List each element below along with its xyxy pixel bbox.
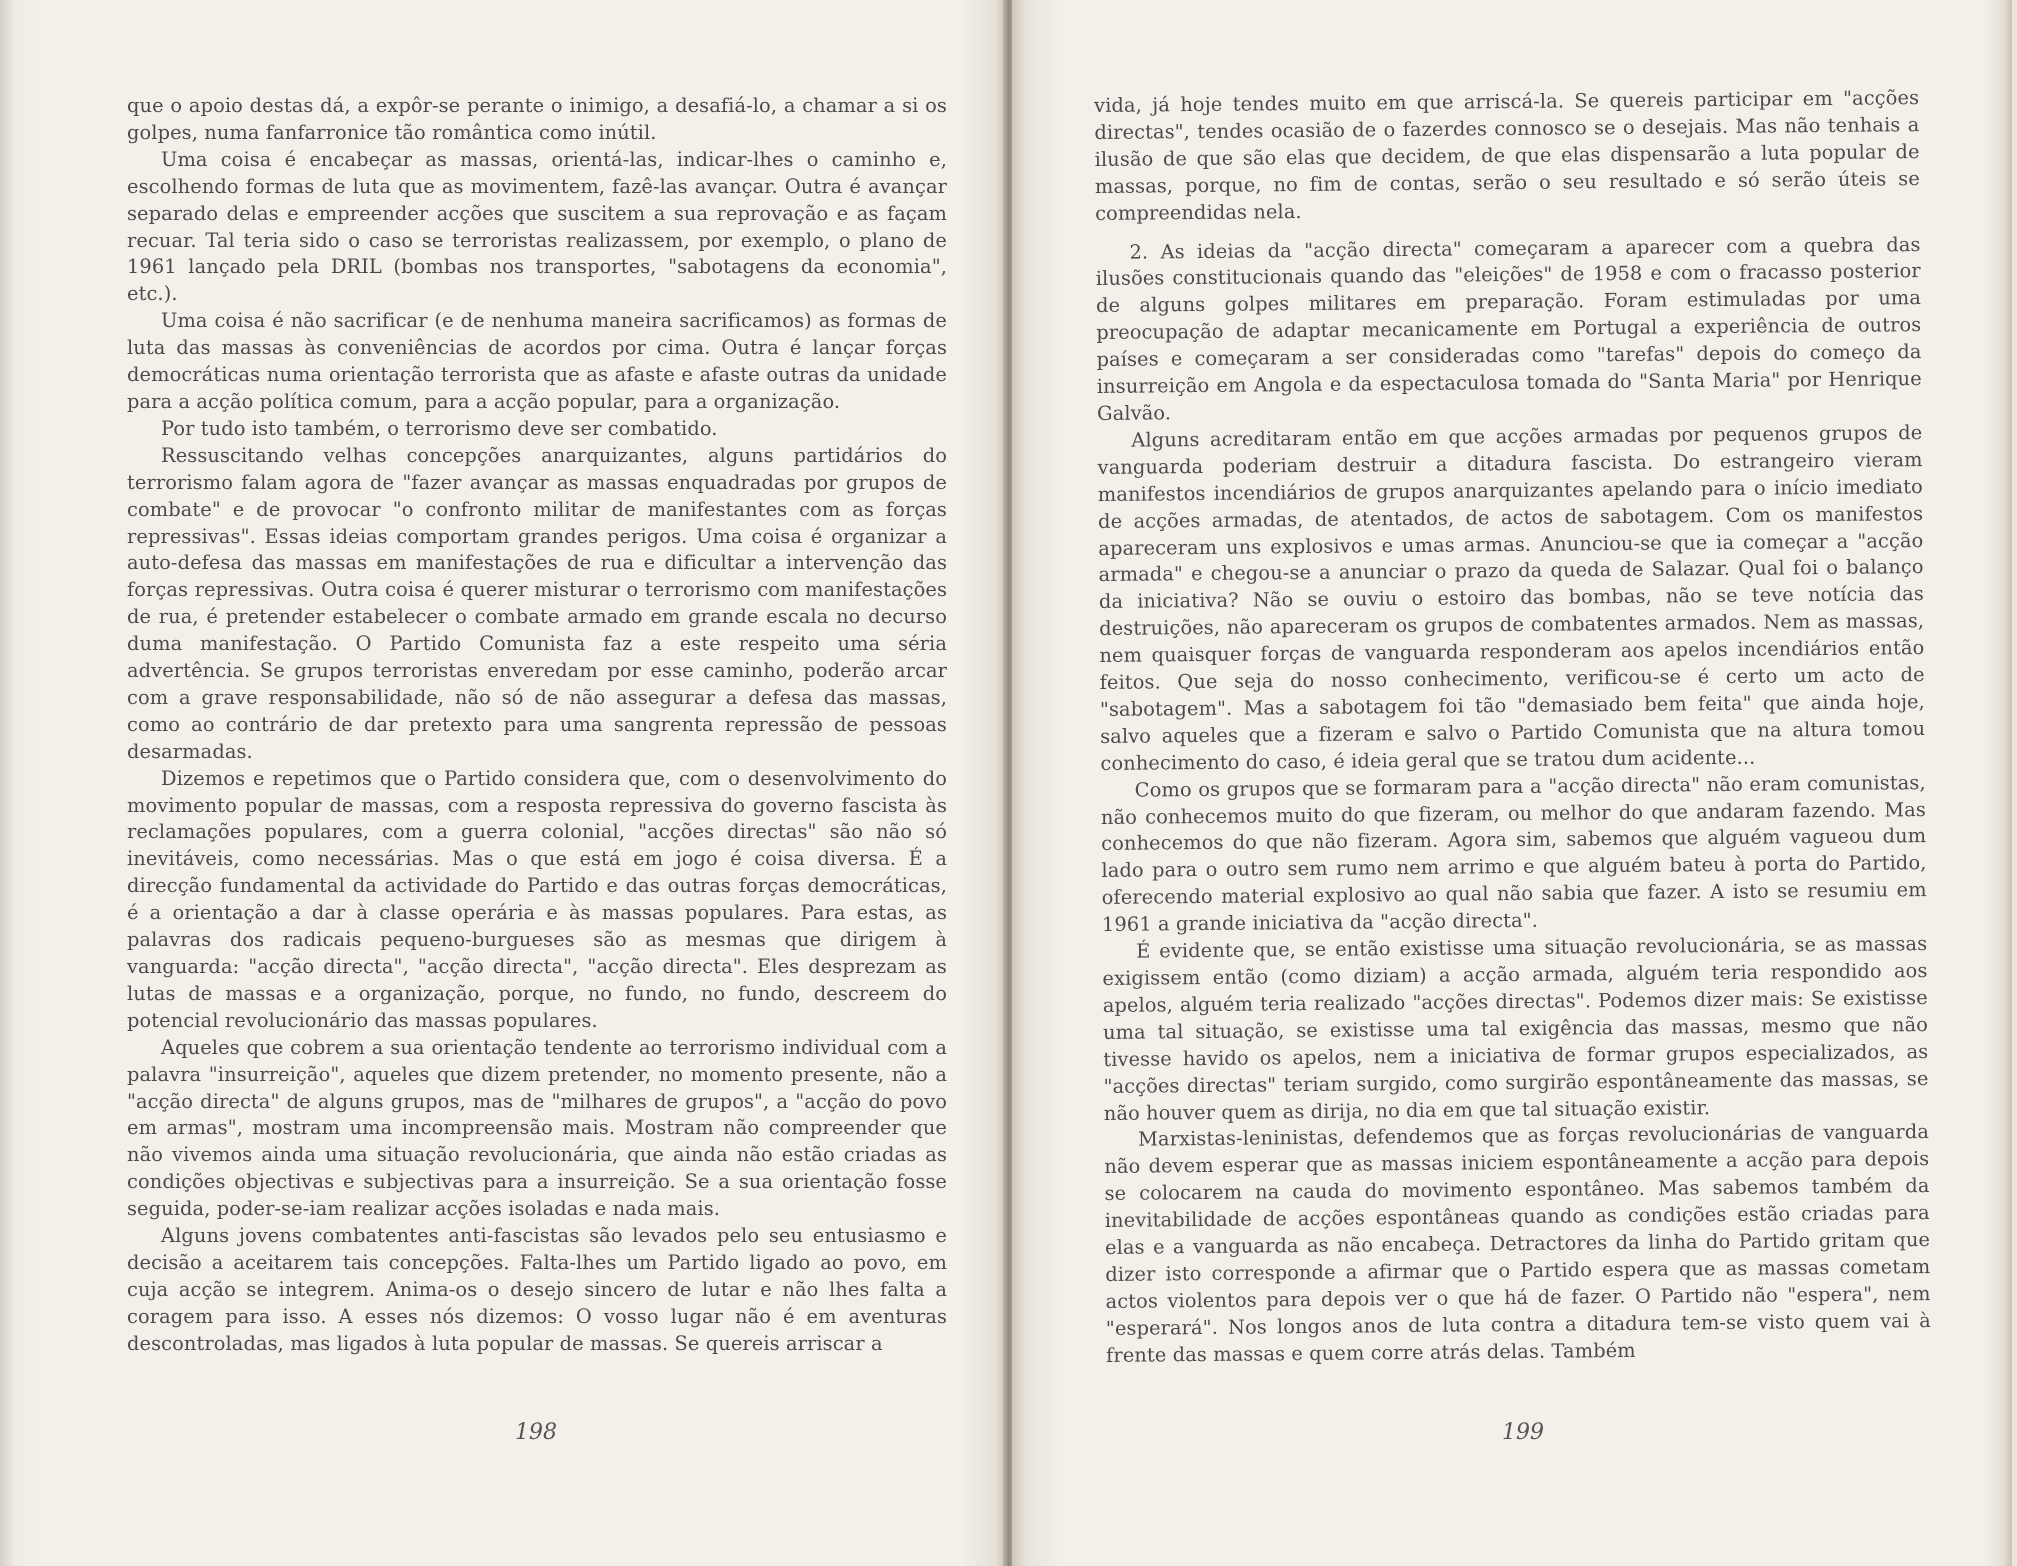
page-number: 199 xyxy=(1502,1420,1544,1445)
right-page xyxy=(1012,0,2012,1566)
paragraph: Alguns acreditaram então em que acções armadas por pequenos grupos de vanguarda poderiam destruir a ditadura fascista. Do estrangeiro vieram manifestos incendiários de grupos anarquizantes apelando para o início imediato de acções armadas, de atentados, de actos de sabotagem. Com os manifestos apareceram uns explosivos e umas armas. Anunciou-se que ia começar a "acção armada" e chegou-se a anunciar o prazo da queda de Salazar. Qual foi o balanço da iniciativa? Não se ouviu o estoiro das bombas, não se teve notícia das destruições, não apareceram os grupos de combatentes armados. Nem as massas, nem quaisquer forças de vanguarda responderam aos apelos incendiários então feitos. Que seja do nosso conhecimento, verificou-se é certo um acto de "sabotagem". Mas a sabotagem foi tão "demasiado bem feita" que ainda hoje, salvo aqueles que a fizeram e salvo o Partido Comunista que na altura tomou conhecimento do caso, é ideia geral que se tratou dum acidente... xyxy=(1097,420,1926,775)
paragraph: Dizemos e repetimos que o Partido considera que, com o desenvolvimento do movimento popular de massas, com a resposta repressiva do governo fascista às reclamações populares, com a guerra colonial, "acções directas" são não só inevitáveis, como necessárias. Mas o que está em jogo é coisa diversa. É a direcção fundamental da actividade do Partido e das outras forças democráticas, é a orientação a dar à classe operária e às massas populares. Para estas, as palavras dos radicais pequeno-burgueses são as mesmas que dirigem à vanguarda: "acção directa", "acção directa", "acção directa". Eles desprezam as lutas de massas e a organização, porque, no fundo, no fundo, descreem do potencial revolucionário das massas populares. xyxy=(127,766,947,1032)
paragraph: 2. As ideias da "acção directa" começaram a aparecer com a quebra das ilusões constitucionais quando das "eleições" de 1958 e com o fracasso posterior de alguns golpes militares em preparação. Foram estimuladas por uma preocupação de adaptar mecanicamente em Portugal a experiência de outros países e começaram a ser consideradas como "tarefas" depois do começo da insurreição em Angola e da espectaculosa tomada do "Santa Maria" por Henrique Galvão. xyxy=(1095,232,1922,425)
paragraph: vida, já hoje tendes muito em que arriscá-la. Se quereis participar em "acções directas", tendes ocasião de o fazerdes connosco se o desejais. Mas não tenhais a ilusão de que são elas que decidem, de que elas dispensarão a luta popular de massas, porque, no fim de contas, serão o seu resultado e só serão úteis se compreendidas nela. xyxy=(1094,86,1920,225)
paragraph: Por tudo isto também, o terrorismo deve ser combatido. xyxy=(161,416,718,440)
paragraph: Marxistas-leninistas, defendemos que as forças revolucionárias de vanguarda não devem esperar que as massas iniciem espontâneamente a acção para depois se colocarem na cauda do movimento espontâneo. Mas sabemos também da inevitabilidade de acções espontâneas quando as condições estão criadas para elas e a vanguarda as não encabeça. Detractores da linha do Partido gritam que dizer isto corresponde a afirmar que o Partido espera que as massas cometam actos violentos para depois ver o que há de fazer. O Partido não "espera", nem "esperará". Nos longos anos de luta contra a ditadura tem-se visto quem vai à frente das massas e quem corre atrás delas. Também xyxy=(1104,1120,1931,1367)
paragraph: Alguns jovens combatentes anti-fascistas são levados pelo seu entusiasmo e decisão a aceitarem tais concepções. Falta-lhes um Partido ligado ao povo, em cuja acção se integrem. Anima-os o desejo sincero de lutar e não lhes falta a coragem para isso. A esses nós dizemos: O vosso lugar não é em aventuras descontroladas, mas ligados à luta popular de massas. Se quereis arriscar a xyxy=(127,1224,947,1355)
left-page xyxy=(0,0,1005,1566)
paragraph: Uma coisa é encabeçar as massas, orientá-las, indicar-lhes o caminho e, escolhendo formas de luta que as movimentem, fazê-las avançar. Outra é avançar separado delas e empreender acções que suscitem a sua reprovação e as façam recuar. Tal teria sido o caso se terroristas realizassem, por exemplo, o plano de 1961 lançado pela DRIL (bombas nos transportes, "sabotagens da economia", etc.). xyxy=(127,147,947,306)
paragraph: Ressuscitando velhas concepções anarquizantes, alguns partidários do terrorismo falam agora de "fazer avançar as massas enquadradas por grupos de combate" e de provocar "o confronto militar de manifestantes com as forças repressivas". Essas ideias comportam grandes perigos. Uma coisa é organizar a auto-defesa das massas em manifestações de rua e dificultar a intervenção das forças repressivas. Outra coisa é querer misturar o terrorismo com manifestações de rua, é pretender estabelecer o combate armado em grande escala no decurso duma manifestação. O Partido Comunista faz a este respeito uma séria advertência. Se grupos terroristas enveredam por esse caminho, poderão arcar com a grave responsabilidade, não só de não assegurar a defesa das massas, como ao contrário de dar pretexto para uma sangrenta repressão de pessoas desarmadas. xyxy=(127,443,947,763)
paragraph: Uma coisa é não sacrificar (e de nenhuma maneira sacrificamos) as formas de luta das massas às conveniências de acordos por cima. Outra é lançar forças democráticas numa orientação terrorista que as afaste e afaste outras da unidade para a acção política comum, para a acção popular, para a organização. xyxy=(127,309,947,413)
paragraph: É evidente que, se então existisse uma situação revolucionária, se as massas exigissem então (como diziam) a acção armada, alguém teria respondido aos apelos, alguém teria realizado "acções directas". Podemos dizer mais: Se existisse uma tal situação, se existisse uma tal exigência das massas, mesmo que não tivesse havido os apelos, nem a iniciativa de formar grupos especializados, as "acções directas" teriam surgido, como surgirão espontâneamente das massas, se não houver quem as dirija, no dia em que tal situação existir. xyxy=(1102,932,1929,1125)
paragraph: que o apoio destas dá, a expôr-se perante o inimigo, a desafiá-lo, a chamar a si os golpes, numa fanfarronice tão romântica como inútil. xyxy=(127,94,947,144)
left-page-body xyxy=(127,93,947,1358)
right-page-body xyxy=(1094,85,1931,1369)
paragraph: Como os grupos que se formaram para a "acção directa" não eram comunistas, não conhecemos muito do que fizeram, ou melhor do que andaram fazendo. Mas conhecemos do que não fizeram. Agora sim, sabemos que alguém vagueou dum lado para o outro sem rumo nem arrimo e que alguém bateu à porta do Partido, oferecendo material explosivo ao qual não sabia que fazer. A isto se resumiu em 1961 a grande iniciativa da "acção directa". xyxy=(1100,770,1927,937)
page-number: 198 xyxy=(515,1420,557,1445)
paragraph: Aqueles que cobrem a sua orientação tendente ao terrorismo individual com a palavra "insurreição", aqueles que dizem pretender, no momento presente, não a "acção directa" de alguns grupos, mas de "milhares de grupos", a "acção do povo em armas", mostram uma incompreensão mais. Mostram não compreender que não vivemos ainda uma situação revolucionária, que ainda não estão criadas as condições objectivas e subjectivas para a insurreição. Se a sua orientação fosse seguida, poder-se-iam realizar acções isoladas e nada mais. xyxy=(127,1035,947,1221)
